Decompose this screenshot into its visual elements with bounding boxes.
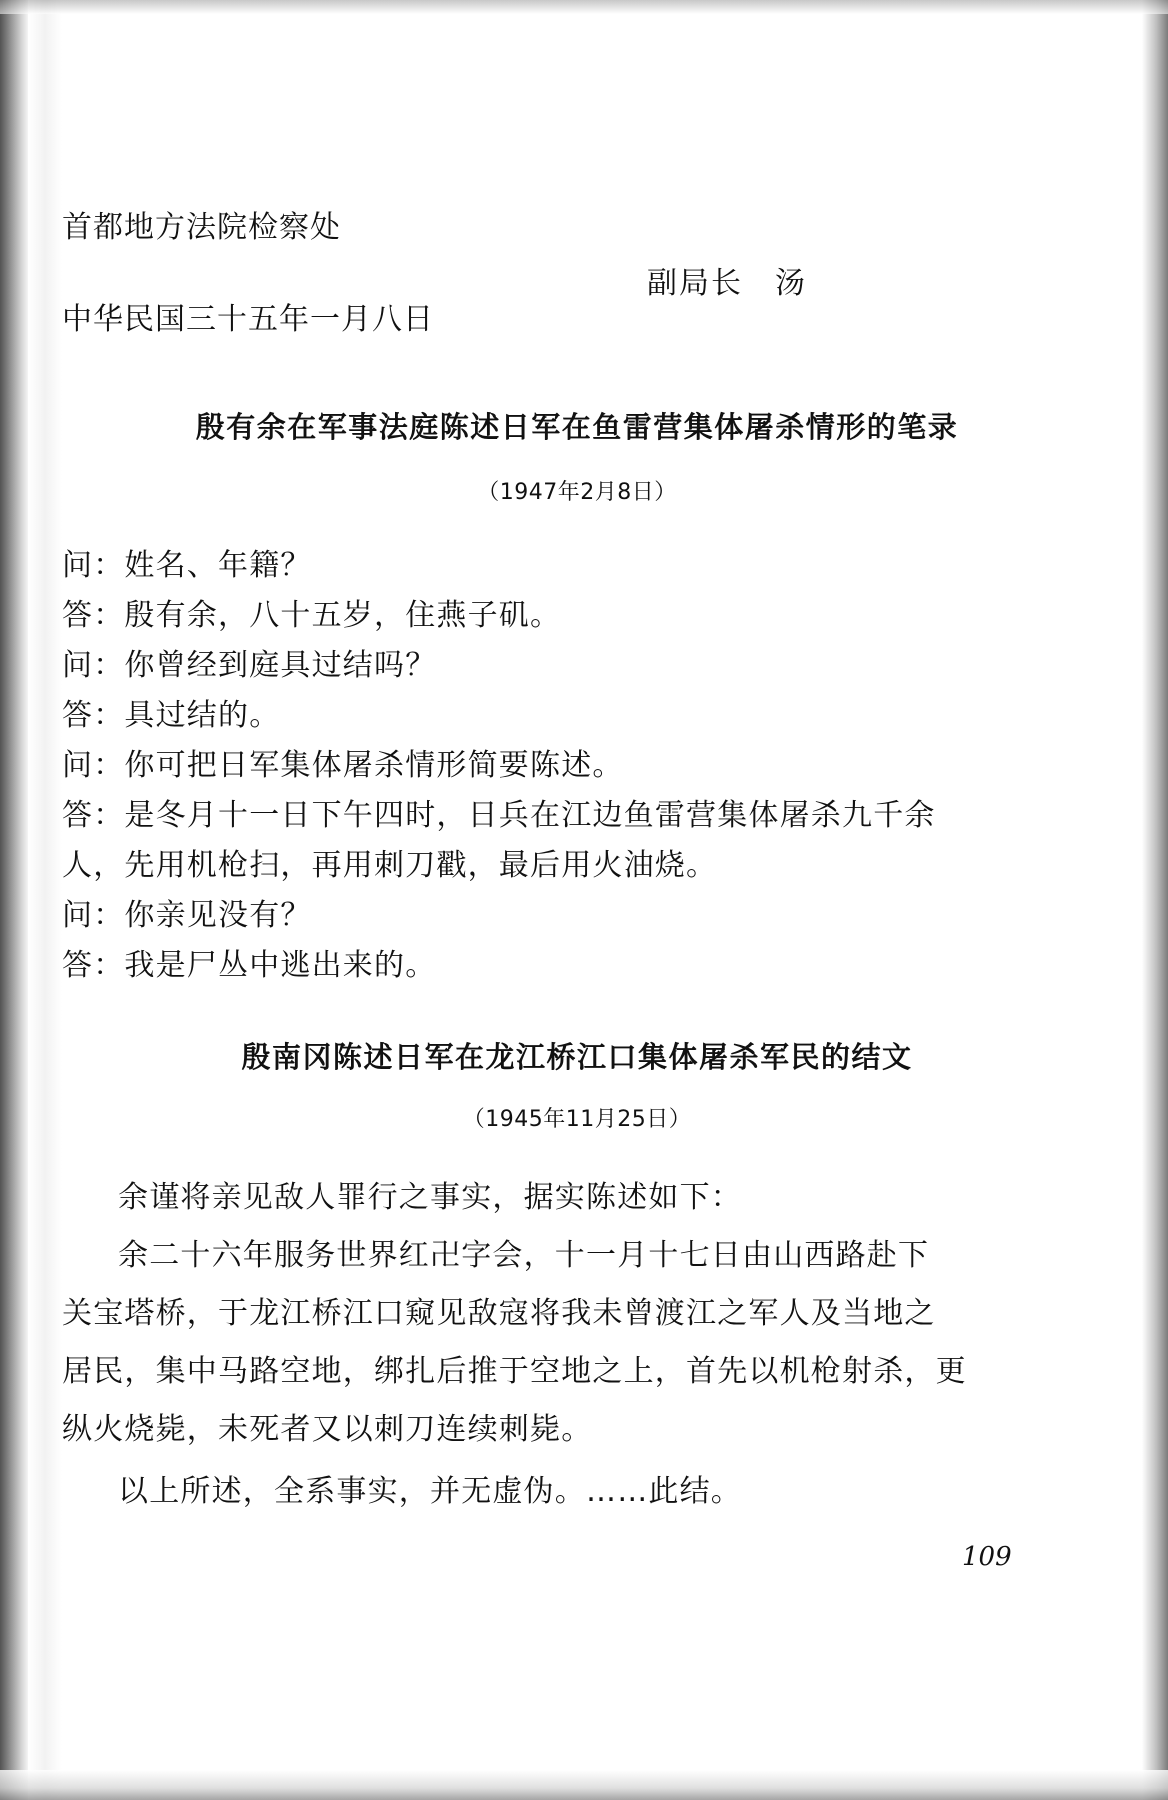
qa-line-continuation: 人，先用机枪扫，再用刺刀戳，最后用火油烧。	[62, 848, 718, 883]
section-date-1: （1947年2月8日）	[477, 480, 677, 505]
body-paragraph-line: 纵火烧毙，未死者又以刺刀连续刺毙。	[62, 1412, 593, 1447]
body-paragraph-line: 以上所述，全系事实，并无虚伪。……此结。	[118, 1474, 742, 1509]
qa-line: 答：具过结的。	[62, 698, 281, 733]
qa-line: 答：是冬月十一日下午四时，日兵在江边鱼雷营集体屠杀九千余	[62, 798, 936, 833]
qa-line: 问：你亲见没有？	[62, 898, 312, 933]
issuing-office-line: 首都地方法院检察处	[62, 210, 341, 245]
scan-edge-gutter-left	[28, 0, 62, 1800]
document-date-line: 中华民国三十五年一月八日	[62, 302, 434, 337]
qa-line: 答：殷有余，八十五岁，住燕子矶。	[62, 598, 562, 633]
section-title-1: 殷有余在军事法庭陈述日军在鱼雷营集体屠杀情形的笔录	[195, 410, 959, 444]
signature-line: 副局长 汤	[647, 266, 807, 301]
body-paragraph-line: 余二十六年服务世界红卍字会，十一月十七日由山西路赴下	[118, 1238, 930, 1273]
page-number: 109	[962, 1542, 1012, 1572]
body-paragraph-line: 关宝塔桥，于龙江桥江口窥见敌寇将我未曾渡江之军人及当地之	[62, 1296, 936, 1331]
body-paragraph-line: 居民，集中马路空地，绑扎后推于空地之上，首先以机枪射杀，更	[62, 1354, 967, 1389]
qa-line: 问：你曾经到庭具过结吗？	[62, 648, 437, 683]
qa-line: 答：我是尸丛中逃出来的。	[62, 948, 437, 983]
qa-line: 问：姓名、年籍？	[62, 548, 312, 583]
scan-edge-shadow-right	[1142, 0, 1168, 1800]
scan-edge-shadow-left	[0, 0, 30, 1800]
body-paragraph-line: 余谨将亲见敌人罪行之事实，据实陈述如下：	[118, 1180, 742, 1215]
section-date-2: （1945年11月25日）	[462, 1107, 692, 1132]
qa-line: 问：你可把日军集体屠杀情形简要陈述。	[62, 748, 624, 783]
page-content	[62, 0, 1092, 1800]
section-title-2: 殷南冈陈述日军在龙江桥江口集体屠杀军民的结文	[241, 1040, 913, 1074]
